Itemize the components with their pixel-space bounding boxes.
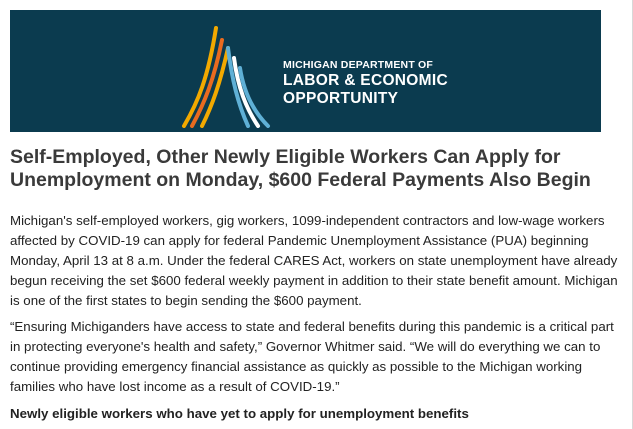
leo-logo-icon xyxy=(178,18,274,128)
article-paragraph: Michigan's self-employed workers, gig workers, 1099-independent contractors and low-wage workers affected by COVID-19 can apply for federal Pandemic Unemployment Assistance (PUA) beginning Monday, April 13 at 8 a.m. Under the federal CARES Act, workers on state unemployment have already begun receiving the set $600 federal weekly payment in addition to their state benefit amount. Michigan is one of the first states to begin sending the $600 payment. xyxy=(10,213,618,308)
org-name-line1: MICHIGAN DEPARTMENT OF xyxy=(283,59,434,71)
article-paragraph: “Ensuring Michiganders have access to state and federal benefits during this pandemic is a critical part in protecting everyone's health and safety,” Governor Whitmer said. “We will do everything we can to continue providing emergency financial assistance as quickly as possible to the Michigan working families who have lost income as a result of COVID-19.” xyxy=(10,319,614,394)
org-name-line3: OPPORTUNITY xyxy=(283,90,399,107)
org-name-line2: LABOR & ECONOMIC xyxy=(283,72,448,89)
section-subheading: Newly eligible workers who have yet to apply for unemployment benefits xyxy=(10,406,469,421)
leo-banner xyxy=(10,10,601,132)
article-headline: Self-Employed, Other Newly Eligible Workers Can Apply for Unemployment on Monday, $600 Federal Payments Also Begin xyxy=(10,146,591,191)
